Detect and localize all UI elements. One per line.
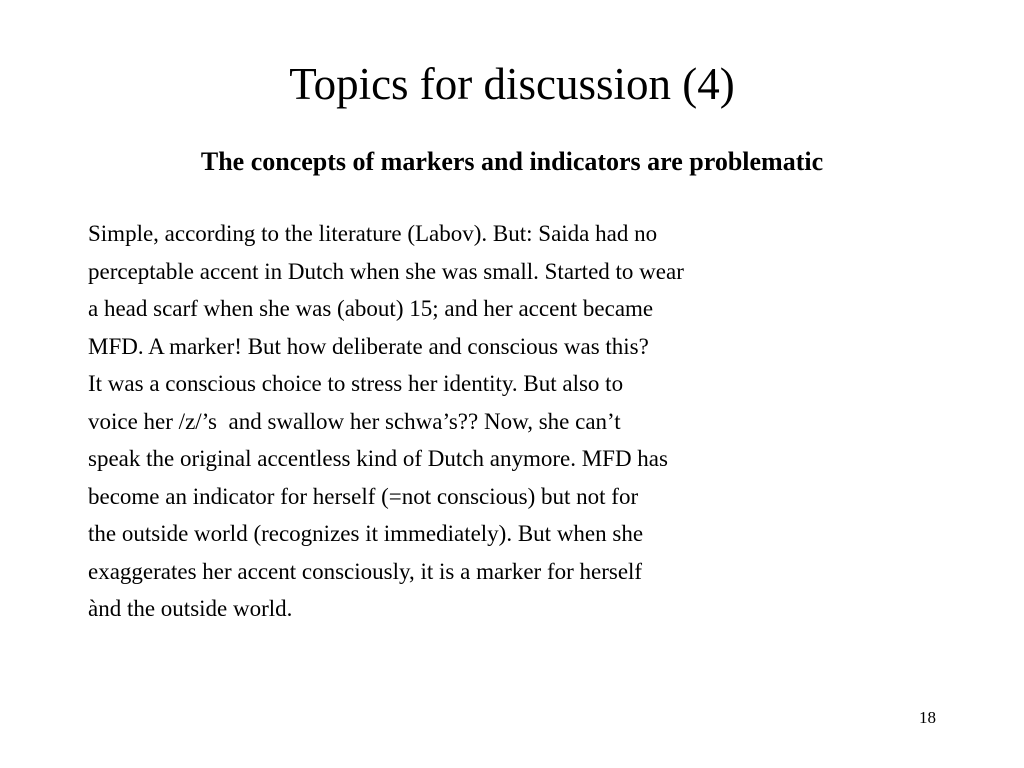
body-line: become an indicator for herself (=not conscious) but not for	[88, 483, 639, 509]
body-line: a head scarf when she was (about) 15; and her accent became	[88, 296, 654, 321]
body-line: Simple, according to the literature (Labov). But: Saida had no	[88, 221, 658, 246]
body-line: MFD. A marker! But how deliberate and conscious was this?	[88, 333, 649, 359]
body-line: perceptable accent in Dutch when she was small. Started to wear	[88, 258, 684, 284]
body-line: exaggerates her accent consciously, it is a marker for herself	[88, 558, 643, 584]
body-line: It was a conscious choice to stress her identity. But also to	[88, 371, 624, 396]
body-text	[88, 215, 968, 628]
body-line: voice her /z/’s and swallow her schwa’s?? Now, she can’t	[88, 408, 621, 434]
body-line: speak the original accentless kind of Dutch anymore. MFD has	[88, 446, 668, 471]
body-line: the outside world (recognizes it immediately). But when she	[88, 521, 644, 546]
slide-title: Topics for discussion (4)	[289, 59, 735, 109]
body-line: ànd the outside world.	[88, 596, 293, 621]
page-number: 18	[919, 708, 936, 727]
slide-subtitle: The concepts of markers and indicators are problematic	[200, 147, 824, 176]
